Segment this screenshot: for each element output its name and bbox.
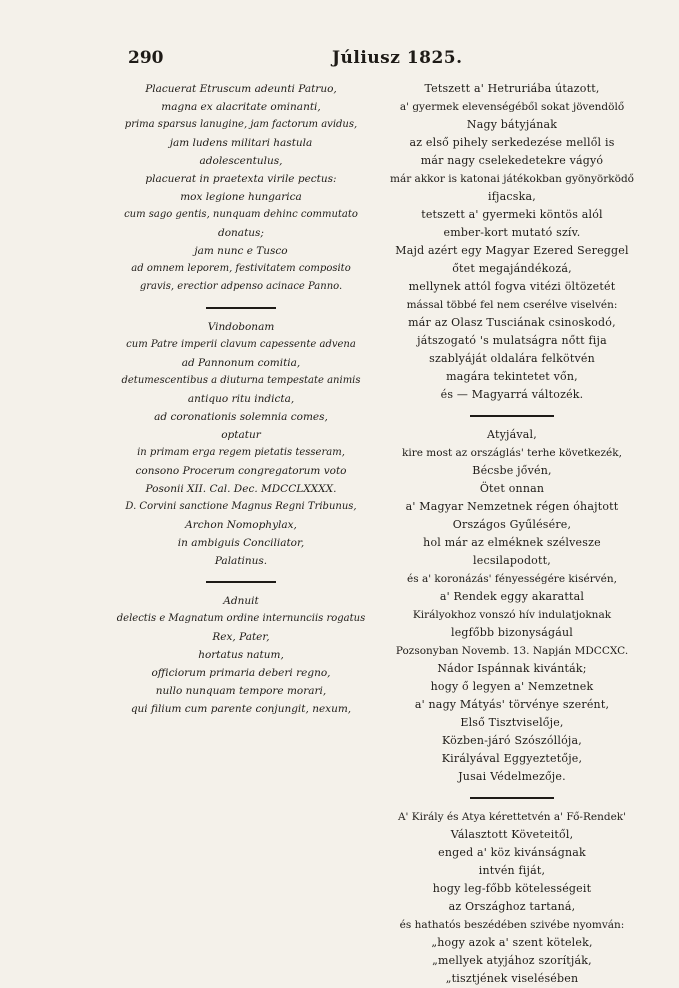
hungarian-line: mellynek attól fogva vitézi öltözetét [408,280,616,293]
page-header [0,48,679,72]
hungarian-line: ifjacska, [488,190,536,203]
hungarian-line: A' Király és Atya kérettetvén a' Fő-Rendek' [397,811,627,823]
hungarian-block-2 [368,426,656,786]
hungarian-line: magára tekintetet vőn, [446,370,578,383]
hungarian-line: és hathatós beszédében szivébe nyomván: [399,919,625,931]
hungarian-line: lecsilapodott, [473,554,551,567]
hungarian-line: tetszett a' gyermeki köntös alól [421,208,603,221]
hungarian-line: „mellyek atyjához szorítják, [432,954,592,967]
hungarian-line: az első pihely serkedezése mellől is [409,136,615,149]
hungarian-line: legfőbb bizonyságául [450,626,574,639]
latin-line: magna ex alacritate ominanti, [161,101,321,113]
hungarian-line: Nádor Ispánnak kivánták; [437,662,587,675]
latin-line: Vindobonam [207,321,275,333]
hungarian-line: Jusai Védelmezője. [458,770,566,783]
latin-line: ad coronationis solemnia comes, [154,411,328,423]
hungarian-line: kire most az országlás' terhe következék, [402,447,622,459]
latin-line: donatus; [218,227,264,239]
hungarian-line: és — Magyarrá változék. [440,388,584,401]
latin-line: Palatinus. [214,555,268,567]
section-divider [368,786,656,808]
hungarian-line: enged a' köz kivánságnak [438,846,586,859]
latin-line: placuerat in praetexta virile pectus: [145,173,337,185]
hungarian-line: játszogató 's mulatságra nőtt fija [417,334,607,347]
hungarian-line: már az Olasz Tusciának csinoskodó, [408,316,616,329]
latin-line: delectis e Magnatum ordine internunciis rogatus [116,613,366,624]
hungarian-column [368,80,656,988]
latin-line: in primam erga regem pietatis tesseram, [137,447,345,458]
latin-line: detumescentibus a diuturna tempestate animis [121,375,361,386]
hungarian-line: Atyjával, [487,428,537,441]
latin-line: antiquo ritu indicta, [187,393,295,405]
latin-line: jam ludens militari hastula [169,137,313,149]
hungarian-line: hogy ő legyen a' Nemzetnek [430,680,594,693]
latin-line: ad omnem leporem, festivitatem composito [131,263,351,274]
page-number: 290 [128,48,164,68]
latin-line: adolescentulus, [199,155,283,167]
hungarian-line: Első Tisztviselője, [460,716,564,729]
hungarian-line: és a' koronázás' fényességére kisérvén, [407,573,617,585]
latin-block-2 [110,318,372,570]
hungarian-line: Pozsonyban Novemb. 13. Napján MDCCXC. [395,645,629,657]
latin-line: mox legione hungarica [180,191,302,203]
latin-line: Placuerat Etruscum adeunti Patruo, [145,83,337,95]
hungarian-line: Királyával Eggyeztetője, [441,752,583,765]
hungarian-line: Választott Követeitől, [450,828,574,841]
latin-line: Archon Nomophylax, [185,519,297,531]
latin-line: in ambiguis Conciliator, [177,537,305,549]
hungarian-line: a' Rendek eggy akarattal [439,590,585,603]
hungarian-line: őtet megajándékozá, [452,262,572,275]
latin-line: prima sparsus lanugine, jam factorum avidus, [124,119,358,130]
hungarian-line: hol már az elméknek szélvesze [423,536,601,549]
hungarian-line: ember-kort mutató szív. [443,226,581,239]
hungarian-block-1 [368,80,656,404]
latin-column [110,80,372,718]
hungarian-line: szablyáját oldalára felkötvén [429,352,595,365]
latin-line: Adnuit [223,595,259,607]
hungarian-line: a' gyermek elevenségéből sokat jövendölő [399,101,625,113]
hungarian-line: Tetszett a' Hetruriába útazott, [424,82,600,95]
hungarian-line: Közben-járó Szószóllója, [442,734,582,747]
hungarian-block-3 [368,808,656,988]
hungarian-line: Bécsbe jővén, [472,464,552,477]
hungarian-line: már akkor is katonai játékokban gyönyörködő [389,173,635,185]
hungarian-line: az Országhoz tartaná, [448,900,576,913]
hungarian-line: „hogy azok a' szent kötelek, [431,936,593,949]
running-head: Júliusz 1825. [332,48,463,68]
latin-line: consono Procerum congregatorum voto [135,465,347,477]
hungarian-line: intvén fiját, [478,864,546,877]
latin-line: optatur [221,429,261,441]
hungarian-line: mással többé fel nem cserélve viselvén: [406,299,618,311]
hungarian-line: Nagy bátyjának [466,118,558,131]
latin-line: Rex, Pater, [212,631,270,643]
hungarian-line: a' nagy Mátyás' törvénye szerént, [414,698,610,711]
hungarian-line: „tisztjének viselésében [445,972,579,985]
latin-line: jam nunc e Tusco [194,245,288,257]
latin-line: D. Corvini sanctione Magnus Regni Tribunus, [125,501,357,512]
latin-line: Posonii XII. Cal. Dec. MDCCLXXXX. [145,483,337,495]
latin-line: officiorum primaria deberi regno, [151,667,331,679]
section-divider [110,570,372,592]
hungarian-line: Majd azért egy Magyar Ezered Sereggel [395,244,629,257]
section-divider [110,296,372,318]
latin-line: nullo nunquam tempore morari, [155,685,327,697]
latin-line: cum Patre imperii clavum capessente advena [126,339,356,350]
latin-line: ad Pannonum comitia, [181,357,301,369]
hungarian-line: hogy leg-főbb kötelességeit [432,882,592,895]
latin-line: cum sago gentis, nunquam dehinc commutato [124,209,358,220]
latin-block-1 [110,80,372,296]
latin-line: gravis, erectior adpenso acinace Panno. [139,281,343,292]
latin-block-3 [110,592,372,718]
latin-line: hortatus natum, [198,649,284,661]
hungarian-line: Ötet onnan [479,482,545,495]
hungarian-line: Királyokhoz vonszó hív indulatjoknak [412,609,612,621]
section-divider [368,404,656,426]
latin-line: qui filium cum parente conjungit, nexum, [130,703,352,715]
hungarian-line: Országos Gyűlésére, [452,518,572,531]
hungarian-line: a' Magyar Nemzetnek régen óhajtott [405,500,619,513]
hungarian-line: már nagy cselekedetekre vágyó [420,154,604,167]
